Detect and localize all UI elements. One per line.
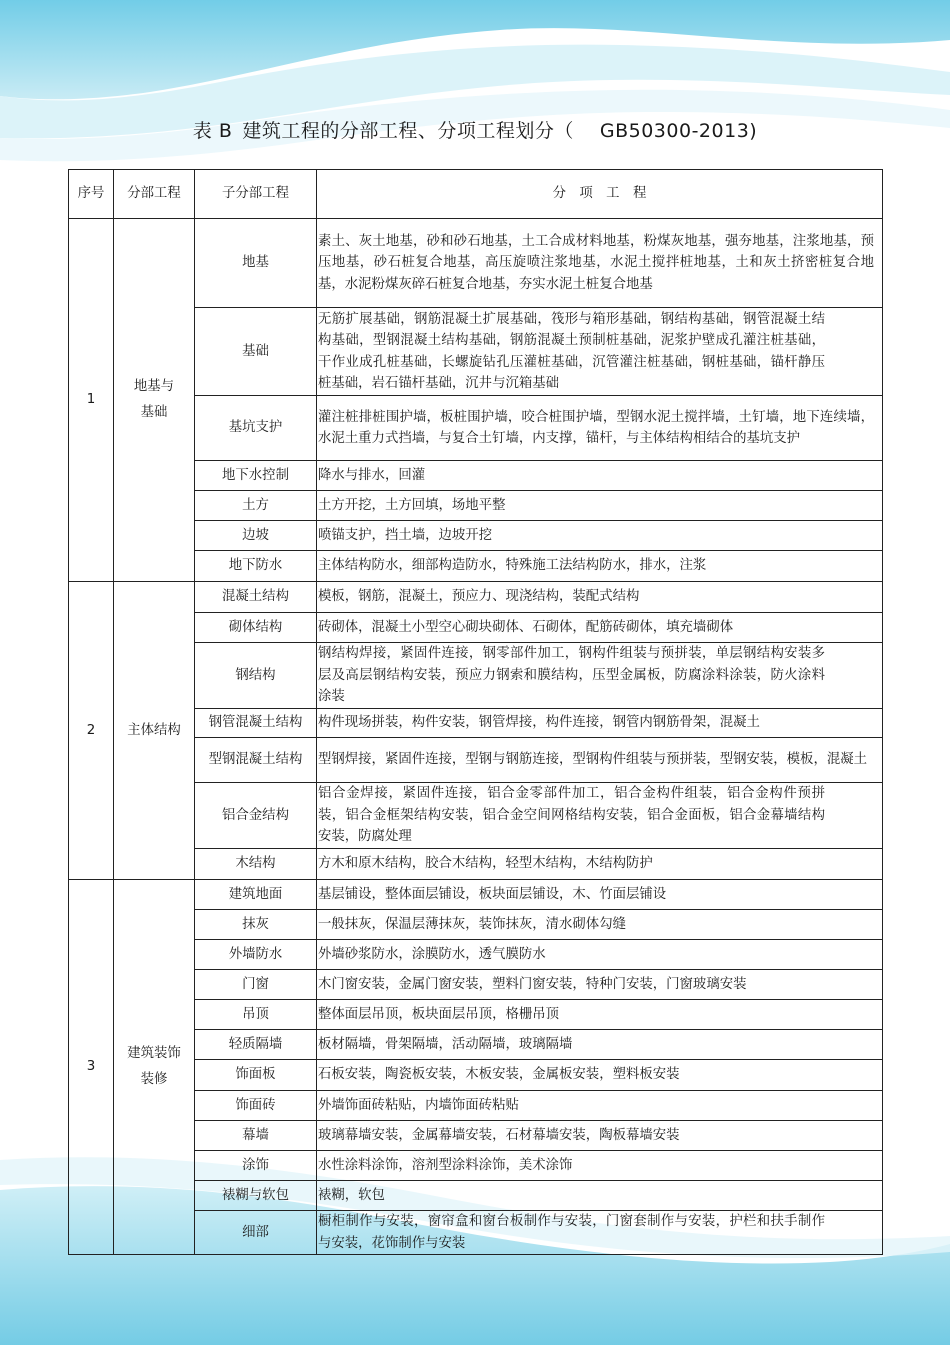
- group-division: 主体结构: [114, 582, 195, 880]
- items-cell: [317, 643, 883, 709]
- items-text: 降水与排水，回灌: [318, 467, 426, 483]
- items-cell: [317, 461, 883, 491]
- table-row: [69, 880, 883, 910]
- items-cell: [317, 1060, 883, 1091]
- header-division: 分部工程: [114, 170, 195, 219]
- subdivision-cell: 细部: [195, 1211, 317, 1255]
- items-text: 喷锚支护，挡土墙，边坡开挖: [318, 527, 493, 543]
- group-index: 3: [69, 880, 114, 1255]
- subdivision-cell: 幕墙: [195, 1121, 317, 1151]
- table-header-row: [69, 170, 883, 219]
- subdivision-cell: 砌体结构: [195, 613, 317, 643]
- items-text: 土方开挖，土方回填，场地平整: [318, 497, 506, 513]
- table-row: [69, 219, 883, 308]
- items-cell: [317, 219, 883, 308]
- subdivision-cell: 混凝土结构: [195, 582, 317, 613]
- items-cell: [317, 491, 883, 521]
- items-cell: [317, 551, 883, 582]
- items-text: 灌注桩排桩围护墙，板桩围护墙，咬合桩围护墙，型钢水泥土搅拌墙，土钉墙，地下连续墙，水泥土重力式挡墙，与复合土钉墙，内支撑，锚杆，与主体结构相结合的基坑支护: [318, 409, 874, 446]
- group-index: 2: [69, 582, 114, 880]
- items-text: 整体面层吊顶，板块面层吊顶，格栅吊顶: [318, 1006, 560, 1022]
- items-cell: [317, 308, 883, 396]
- items-text: 木门窗安装，金属门窗安装，塑料门窗安装，特种门安装，门窗玻璃安装: [318, 976, 747, 992]
- items-text: 铝合金焊接，紧固件连接，铝合金零部件加工，铝合金构件组装，铝合金构件预拼装，铝合金框架结构安装，铝合金空间网格结构安装，铝合金面板，铝合金幕墙结构安装，防腐处理: [318, 786, 825, 845]
- items-text: 型钢焊接，紧固件连接，型钢与钢筋连接，型钢构件组装与预拼装，型钢安装，模板，混凝土: [318, 752, 868, 768]
- items-cell: [317, 1000, 883, 1030]
- items-cell: [317, 613, 883, 643]
- subdivision-cell: 木结构: [195, 849, 317, 880]
- items-text: 水性涂料涂饰，溶剂型涂料涂饰，美术涂饰: [318, 1157, 573, 1173]
- items-cell: [317, 709, 883, 738]
- subdivision-cell: 涂饰: [195, 1151, 317, 1181]
- title-prefix: 表 B: [192, 120, 233, 142]
- division-label: 建筑装饰装修: [127, 1046, 181, 1087]
- items-cell: [317, 849, 883, 880]
- items-cell: [317, 1030, 883, 1060]
- subdivision-cell: 轻质隔墙: [195, 1030, 317, 1060]
- items-cell: [317, 880, 883, 910]
- items-text: 素土、灰土地基，砂和砂石地基，土工合成材料地基，粉煤灰地基，强夯地基，注浆地基，预压地基，砂石桩复合地基，高压旋喷注浆地基，水泥土搅拌桩地基，土和灰土挤密桩复合地基，水泥粉煤灰碎石桩复合地基，夯实水泥土桩复合地基: [318, 233, 874, 292]
- header-items: 分 项 工 程: [317, 170, 883, 219]
- subdivision-cell: 门窗: [195, 970, 317, 1000]
- subdivision-cell: 土方: [195, 491, 317, 521]
- items-cell: [317, 1151, 883, 1181]
- group-division: [114, 219, 195, 582]
- items-text: 主体结构防水，细部构造防水，特殊施工法结构防水，排水，注浆: [318, 558, 707, 574]
- items-cell: [317, 582, 883, 613]
- items-cell: [317, 940, 883, 970]
- items-cell: [317, 1121, 883, 1151]
- subdivision-cell: 饰面砖: [195, 1091, 317, 1121]
- group-index: 1: [69, 219, 114, 582]
- title-main: 建筑工程的分部工程、分项工程划分（: [242, 120, 574, 142]
- header-subdivision: 子分部工程: [195, 170, 317, 219]
- title-standard-code: GB50300-2013): [599, 120, 758, 142]
- items-text: 裱糊，软包: [318, 1187, 385, 1203]
- items-text: 外墙砂浆防水，涂膜防水，透气膜防水: [318, 946, 546, 962]
- items-text: 构件现场拼装，构件安装，钢管焊接，构件连接，钢管内钢筋骨架，混凝土: [318, 715, 760, 731]
- items-cell: [317, 738, 883, 783]
- subdivision-cell: 边坡: [195, 521, 317, 551]
- items-cell: [317, 1091, 883, 1121]
- subdivision-cell: 饰面板: [195, 1060, 317, 1091]
- division-label: 地基与基础: [133, 379, 175, 420]
- items-cell: [317, 1181, 883, 1211]
- subdivision-cell: 裱糊与软包: [195, 1181, 317, 1211]
- items-cell: [317, 521, 883, 551]
- subdivision-cell: 地下水控制: [195, 461, 317, 491]
- items-text: 钢结构焊接，紧固件连接，钢零部件加工，钢构件组装与预拼装，单层钢结构安装多层及高层钢结构安装，预应力钢索和膜结构，压型金属板，防腐涂料涂装，防火涂料涂装: [318, 646, 825, 705]
- subdivision-cell: 吊顶: [195, 1000, 317, 1030]
- items-text: 橱柜制作与安装，窗帘盒和窗台板制作与安装，门窗套制作与安装，护栏和扶手制作与安装，花饰制作与安装: [318, 1214, 825, 1251]
- subdivision-cell: 型钢混凝土结构: [195, 738, 317, 783]
- subdivision-cell: 钢管混凝土结构: [195, 709, 317, 738]
- subdivision-cell: 抹灰: [195, 910, 317, 940]
- items-cell: [317, 910, 883, 940]
- document-title: [0, 116, 950, 143]
- items-text: 一般抹灰，保温层薄抹灰，装饰抹灰，清水砌体勾缝: [318, 916, 626, 932]
- subdivision-cell: 钢结构: [195, 643, 317, 709]
- items-text: 基层铺设，整体面层铺设，板块面层铺设，木、竹面层铺设: [318, 886, 667, 902]
- items-text: 无筋扩展基础，钢筋混凝土扩展基础，筏形与箱形基础，钢结构基础，钢管混凝土结构基础，型钢混凝土结构基础，钢筋混凝土预制桩基础，泥浆护壁成孔灌注桩基础，干作业成孔桩基础，长螺旋钻孔压灌桩基础，沉管灌注桩基础，钢桩基础，锚杆静压桩基础，岩石锚杆基础，沉井与沉箱基础: [318, 311, 825, 391]
- division-table: [68, 169, 883, 1255]
- subdivision-cell: 地基: [195, 219, 317, 308]
- items-cell: [317, 970, 883, 1000]
- group-division: [114, 880, 195, 1255]
- subdivision-cell: 基础: [195, 308, 317, 396]
- items-text: 外墙饰面砖粘贴，内墙饰面砖粘贴: [318, 1097, 519, 1113]
- subdivision-cell: 建筑地面: [195, 880, 317, 910]
- subdivision-cell: 基坑支护: [195, 396, 317, 461]
- table-row: [69, 582, 883, 613]
- items-text: 玻璃幕墙安装，金属幕墙安装，石材幕墙安装，陶板幕墙安装: [318, 1127, 680, 1143]
- items-cell: [317, 783, 883, 849]
- items-text: 模板，钢筋，混凝土，预应力、现浇结构，装配式结构: [318, 589, 640, 605]
- subdivision-cell: 外墙防水: [195, 940, 317, 970]
- header-index: 序号: [69, 170, 114, 219]
- items-text: 方木和原木结构，胶合木结构，轻型木结构，木结构防护: [318, 856, 653, 872]
- subdivision-cell: 地下防水: [195, 551, 317, 582]
- items-cell: [317, 1211, 883, 1255]
- items-text: 板材隔墙，骨架隔墙，活动隔墙，玻璃隔墙: [318, 1036, 573, 1052]
- items-text: 砖砌体，混凝土小型空心砌块砌体、石砌体，配筋砖砌体，填充墙砌体: [318, 619, 734, 635]
- subdivision-cell: 铝合金结构: [195, 783, 317, 849]
- items-cell: [317, 396, 883, 461]
- items-text: 石板安装，陶瓷板安装，木板安装，金属板安装，塑料板安装: [318, 1067, 680, 1083]
